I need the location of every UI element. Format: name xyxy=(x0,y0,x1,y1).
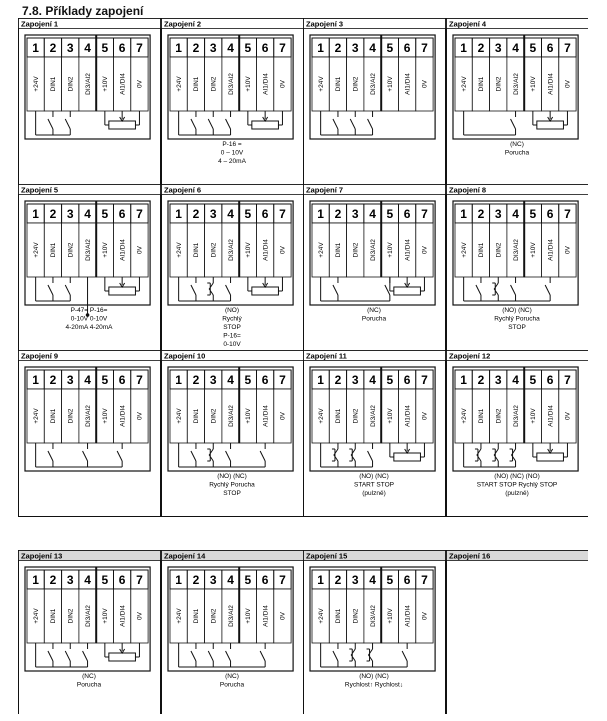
terminal-number: 3 xyxy=(66,373,74,387)
terminal-label: AI1/DI4 xyxy=(547,405,555,427)
panel-note: (pulzně) xyxy=(362,490,386,497)
panel-label: Zapojení 15 xyxy=(306,551,348,561)
terminal-label: +10V xyxy=(245,76,253,92)
potentiometer xyxy=(394,287,421,295)
terminal-label: DIN2 xyxy=(67,76,75,92)
terminal-label: DIN2 xyxy=(352,408,360,424)
panel-note: P-16= xyxy=(223,332,241,340)
panel-label: Zapojení 13 xyxy=(21,551,63,561)
terminal-number: 4 xyxy=(369,573,376,587)
panel-label: Zapojení 8 xyxy=(449,185,487,195)
terminal-label: +10V xyxy=(387,242,395,258)
panel-2 xyxy=(162,19,304,185)
terminal-number: 4 xyxy=(227,41,234,55)
terminal-number: 3 xyxy=(66,41,74,55)
panel-note: (NC) xyxy=(225,673,239,680)
panel-note: (NC) xyxy=(82,673,96,680)
terminal-label: DI3/AI2 xyxy=(227,405,235,427)
terminal-number: 3 xyxy=(66,207,74,221)
terminal-number: 3 xyxy=(351,41,359,55)
terminal-number: 4 xyxy=(227,207,234,221)
terminal-label: AI1/DI4 xyxy=(404,605,412,627)
terminal-number: 7 xyxy=(564,207,571,221)
nc-contact xyxy=(475,449,481,461)
terminal-number: 3 xyxy=(209,373,217,387)
terminal-number: 4 xyxy=(84,373,91,387)
terminal-number: 4 xyxy=(369,373,376,387)
terminal-label: DIN2 xyxy=(210,408,218,424)
terminal-label: +24V xyxy=(460,242,468,258)
terminal-label: AI1/DI4 xyxy=(547,73,555,95)
nc-contact xyxy=(492,283,498,295)
panel-label: Zapojení 9 xyxy=(21,351,59,361)
terminal-number: 4 xyxy=(512,41,519,55)
terminal-label: AI1/DI4 xyxy=(119,73,127,95)
panel-13 xyxy=(19,551,161,715)
terminal-number: 2 xyxy=(334,373,342,387)
terminal-label: +24V xyxy=(32,76,40,92)
panel-note: 0 – 10V xyxy=(220,149,244,157)
terminal-number: 2 xyxy=(192,41,200,55)
terminal-label: DIN1 xyxy=(335,608,343,624)
panel-label: Zapojení 5 xyxy=(21,185,59,195)
terminal-label: +24V xyxy=(460,76,468,92)
panel-note: (NC) xyxy=(367,307,381,314)
potentiometer xyxy=(252,287,279,295)
terminal-number: 5 xyxy=(386,373,394,387)
panel-12 xyxy=(447,351,589,517)
page-title: 7.8. Příklady zapojení xyxy=(22,4,144,18)
terminal-number: 6 xyxy=(261,373,269,387)
panel-note: Porucha xyxy=(504,149,530,157)
terminal-label: DI3/AI2 xyxy=(84,605,92,627)
panel-note: Porucha xyxy=(76,681,102,689)
terminal-label: 0V xyxy=(136,412,144,420)
panel-note: START STOP xyxy=(354,481,394,489)
panel-note: (NO) (NC) xyxy=(502,307,532,314)
terminal-number: 2 xyxy=(49,41,57,55)
terminal-number: 4 xyxy=(84,573,91,587)
panel-note: 4-20mA 4-20mA xyxy=(65,324,113,331)
terminal-label: AI1/DI4 xyxy=(262,405,270,427)
terminal-number: 3 xyxy=(209,573,217,587)
terminal-number: 6 xyxy=(261,573,269,587)
terminal-label: DIN2 xyxy=(352,242,360,258)
terminal-number: 1 xyxy=(175,573,182,587)
terminal-number: 3 xyxy=(351,573,359,587)
terminal-label: DI3/AI2 xyxy=(227,73,235,95)
potentiometer xyxy=(109,653,136,661)
terminal-number: 6 xyxy=(403,207,411,221)
terminal-label: +10V xyxy=(102,608,110,624)
terminal-number: 5 xyxy=(101,373,109,387)
terminal-number: 3 xyxy=(209,41,217,55)
terminal-number: 5 xyxy=(101,207,109,221)
terminal-number: 4 xyxy=(512,373,519,387)
terminal-label: DI3/AI2 xyxy=(84,73,92,95)
terminal-label: DI3/AI2 xyxy=(369,239,377,261)
terminal-number: 5 xyxy=(244,373,252,387)
terminal-label: DIN2 xyxy=(67,242,75,258)
terminal-label: DIN1 xyxy=(193,608,201,624)
terminal-number: 7 xyxy=(136,373,143,387)
panel-note: Porucha xyxy=(219,681,245,689)
terminal-number: 4 xyxy=(369,41,376,55)
panel-label: Zapojení 7 xyxy=(306,185,344,195)
terminal-number: 6 xyxy=(118,41,126,55)
terminal-label: DIN1 xyxy=(478,76,486,92)
terminal-label: AI1/DI4 xyxy=(404,239,412,261)
terminal-label: DIN1 xyxy=(478,408,486,424)
terminal-label: DIN2 xyxy=(495,242,503,258)
terminal-label: +24V xyxy=(317,242,325,258)
terminal-label: 0V xyxy=(279,246,287,254)
terminal-number: 3 xyxy=(351,373,359,387)
terminal-number: 3 xyxy=(494,41,502,55)
terminal-number: 1 xyxy=(317,207,324,221)
nc-contact xyxy=(510,449,516,461)
terminal-number: 7 xyxy=(279,573,286,587)
terminal-number: 1 xyxy=(317,373,324,387)
terminal-number: 1 xyxy=(460,207,467,221)
terminal-number: 6 xyxy=(403,41,411,55)
terminal-label: +10V xyxy=(530,408,538,424)
terminal-label: DIN2 xyxy=(67,608,75,624)
terminal-label: DIN1 xyxy=(335,408,343,424)
terminal-number: 2 xyxy=(192,573,200,587)
terminal-label: 0V xyxy=(564,80,572,88)
terminal-number: 2 xyxy=(477,207,485,221)
nc-contact xyxy=(349,449,355,461)
terminal-number: 5 xyxy=(386,207,394,221)
panel-note: (NC) xyxy=(510,141,524,148)
terminal-number: 7 xyxy=(421,573,428,587)
terminal-number: 2 xyxy=(192,373,200,387)
panel-9 xyxy=(19,351,161,517)
panel-10 xyxy=(162,351,304,517)
panel-note: 0-10V xyxy=(223,341,241,348)
terminal-label: DI3/AI2 xyxy=(84,405,92,427)
nc-contact xyxy=(207,283,213,295)
wiring-examples-grid xyxy=(18,18,588,714)
terminal-number: 2 xyxy=(49,573,57,587)
terminal-number: 2 xyxy=(49,207,57,221)
panel-note: STOP xyxy=(223,490,241,497)
terminal-number: 7 xyxy=(136,41,143,55)
panel-note: (NO) (NC) (NO) xyxy=(494,473,540,480)
terminal-number: 1 xyxy=(175,207,182,221)
terminal-number: 6 xyxy=(261,41,269,55)
terminal-number: 5 xyxy=(244,573,252,587)
terminal-number: 5 xyxy=(101,41,109,55)
nc-contact xyxy=(367,649,373,661)
terminal-number: 7 xyxy=(564,41,571,55)
terminal-label: +24V xyxy=(32,242,40,258)
terminal-label: DIN1 xyxy=(193,408,201,424)
panel-label: Zapojení 1 xyxy=(21,19,59,29)
panel-label: Zapojení 2 xyxy=(164,19,202,29)
terminal-label: 0V xyxy=(136,612,144,620)
panel-5 xyxy=(19,185,161,351)
panel-7 xyxy=(304,185,446,351)
terminal-number: 2 xyxy=(334,573,342,587)
panel-note: 4 – 20mA xyxy=(218,158,246,165)
terminal-number: 7 xyxy=(564,373,571,387)
terminal-label: AI1/DI4 xyxy=(119,605,127,627)
terminal-number: 3 xyxy=(494,373,502,387)
terminal-label: +24V xyxy=(175,242,183,258)
panel-6 xyxy=(162,185,304,357)
terminal-label: DIN2 xyxy=(210,608,218,624)
terminal-label: +24V xyxy=(460,408,468,424)
panel-note: (NO) (NC) xyxy=(359,473,389,480)
panel-11 xyxy=(304,351,446,517)
terminal-label: AI1/DI4 xyxy=(262,605,270,627)
terminal-number: 1 xyxy=(32,207,39,221)
terminal-label: AI1/DI4 xyxy=(547,239,555,261)
panel-label: Zapojení 16 xyxy=(449,551,491,561)
terminal-number: 4 xyxy=(512,207,519,221)
terminal-label: DIN2 xyxy=(352,76,360,92)
terminal-label: DI3/AI2 xyxy=(512,405,520,427)
terminal-label: 0V xyxy=(564,246,572,254)
terminal-label: AI1/DI4 xyxy=(119,405,127,427)
terminal-label: DI3/AI2 xyxy=(369,405,377,427)
terminal-label: DIN1 xyxy=(335,242,343,258)
panel-14 xyxy=(162,551,304,715)
potentiometer xyxy=(537,453,564,461)
terminal-number: 3 xyxy=(209,207,217,221)
terminal-label: DIN1 xyxy=(50,242,58,258)
terminal-number: 1 xyxy=(175,373,182,387)
terminal-label: +10V xyxy=(387,608,395,624)
panel-note: STOP xyxy=(508,324,526,331)
terminal-label: AI1/DI4 xyxy=(262,239,270,261)
terminal-label: +24V xyxy=(175,608,183,624)
terminal-number: 6 xyxy=(403,573,411,587)
terminal-label: +10V xyxy=(102,408,110,424)
terminal-number: 5 xyxy=(244,207,252,221)
panel-note: STOP xyxy=(223,324,241,331)
terminal-number: 2 xyxy=(49,373,57,387)
terminal-label: AI1/DI4 xyxy=(404,405,412,427)
terminal-number: 6 xyxy=(546,373,554,387)
potentiometer xyxy=(109,287,136,295)
terminal-label: 0V xyxy=(564,412,572,420)
terminal-number: 4 xyxy=(227,573,234,587)
terminal-label: DI3/AI2 xyxy=(512,239,520,261)
panel-note: P-47= P-16= xyxy=(70,307,108,314)
terminal-number: 7 xyxy=(136,573,143,587)
terminal-label: 0V xyxy=(136,246,144,254)
terminal-number: 3 xyxy=(351,207,359,221)
panel-note: Rychlý Porucha xyxy=(209,481,255,489)
terminal-number: 1 xyxy=(317,573,324,587)
nc-contact xyxy=(332,449,338,461)
panel-1 xyxy=(19,19,161,185)
terminal-label: 0V xyxy=(279,412,287,420)
terminal-number: 6 xyxy=(261,207,269,221)
wiring-diagram xyxy=(18,18,588,714)
terminal-label: +10V xyxy=(530,242,538,258)
panel-8 xyxy=(447,185,589,351)
panel-label: Zapojení 4 xyxy=(449,19,487,29)
terminal-number: 2 xyxy=(192,207,200,221)
panel-note: Porucha xyxy=(361,315,387,323)
panel-label: Zapojení 12 xyxy=(449,351,491,361)
terminal-label: +24V xyxy=(317,76,325,92)
terminal-number: 2 xyxy=(477,41,485,55)
terminal-label: +10V xyxy=(530,76,538,92)
terminal-number: 2 xyxy=(334,41,342,55)
terminal-label: 0V xyxy=(279,612,287,620)
terminal-number: 7 xyxy=(279,41,286,55)
terminal-number: 1 xyxy=(460,373,467,387)
terminal-number: 1 xyxy=(32,41,39,55)
panel-label: Zapojení 10 xyxy=(164,351,206,361)
panel-frame xyxy=(447,551,589,715)
terminal-number: 3 xyxy=(66,573,74,587)
panel-note: (pulzně) xyxy=(505,490,529,497)
terminal-label: 0V xyxy=(421,80,429,88)
terminal-label: 0V xyxy=(421,246,429,254)
panel-3 xyxy=(304,19,446,185)
terminal-label: DI3/AI2 xyxy=(227,239,235,261)
panel-note: 0-10V 0-10V xyxy=(70,315,108,323)
terminal-number: 7 xyxy=(421,207,428,221)
terminal-label: AI1/DI4 xyxy=(262,73,270,95)
potentiometer xyxy=(537,121,564,129)
terminal-number: 1 xyxy=(317,41,324,55)
terminal-number: 1 xyxy=(32,573,39,587)
terminal-label: DIN2 xyxy=(210,76,218,92)
terminal-number: 5 xyxy=(101,573,109,587)
terminal-number: 4 xyxy=(369,207,376,221)
terminal-number: 6 xyxy=(403,373,411,387)
terminal-label: DI3/AI2 xyxy=(512,73,520,95)
terminal-number: 5 xyxy=(386,41,394,55)
terminal-label: DI3/AI2 xyxy=(227,605,235,627)
potentiometer xyxy=(394,453,421,461)
terminal-number: 6 xyxy=(546,207,554,221)
panel-note: Rychlý Porucha xyxy=(494,315,540,323)
terminal-label: 0V xyxy=(421,612,429,620)
terminal-label: DIN2 xyxy=(495,408,503,424)
terminal-label: DIN1 xyxy=(335,76,343,92)
panel-note: (NO) xyxy=(224,307,240,314)
terminal-label: +24V xyxy=(175,76,183,92)
terminal-label: AI1/DI4 xyxy=(119,239,127,261)
nc-contact xyxy=(492,449,498,461)
terminal-label: +24V xyxy=(175,408,183,424)
terminal-number: 5 xyxy=(529,373,537,387)
panel-note: Rychlost↑ Rychlost↓ xyxy=(344,681,404,689)
terminal-number: 1 xyxy=(460,41,467,55)
terminal-label: DIN1 xyxy=(478,242,486,258)
panel-label: Zapojení 3 xyxy=(306,19,344,29)
panel-label: Zapojení 6 xyxy=(164,185,202,195)
terminal-number: 6 xyxy=(546,41,554,55)
terminal-label: +24V xyxy=(32,608,40,624)
terminal-number: 5 xyxy=(386,573,394,587)
terminal-number: 6 xyxy=(118,573,126,587)
panel-label: Zapojení 11 xyxy=(306,351,347,361)
panel-15 xyxy=(304,551,446,715)
terminal-number: 4 xyxy=(84,207,91,221)
terminal-number: 4 xyxy=(84,41,91,55)
panel-16 xyxy=(447,551,589,715)
nc-contact xyxy=(349,649,355,661)
terminal-label: DIN1 xyxy=(50,608,58,624)
panel-note: START STOP Rychlý STOP xyxy=(476,481,558,489)
terminal-number: 7 xyxy=(421,41,428,55)
terminal-label: +24V xyxy=(317,608,325,624)
terminal-number: 1 xyxy=(32,373,39,387)
terminal-number: 4 xyxy=(227,373,234,387)
terminal-label: DIN2 xyxy=(67,408,75,424)
terminal-label: +10V xyxy=(387,76,395,92)
terminal-number: 5 xyxy=(529,207,537,221)
panel-note: P-16 = xyxy=(222,141,242,148)
terminal-label: +10V xyxy=(245,242,253,258)
terminal-number: 6 xyxy=(118,207,126,221)
terminal-number: 6 xyxy=(118,373,126,387)
terminal-label: DIN1 xyxy=(50,76,58,92)
terminal-label: 0V xyxy=(421,412,429,420)
panel-note: Rychlý xyxy=(222,315,242,323)
terminal-label: DIN1 xyxy=(193,242,201,258)
terminal-number: 7 xyxy=(279,373,286,387)
terminal-number: 3 xyxy=(494,207,502,221)
terminal-label: +24V xyxy=(317,408,325,424)
terminal-label: DIN1 xyxy=(193,76,201,92)
terminal-label: DIN2 xyxy=(210,242,218,258)
terminal-number: 7 xyxy=(421,373,428,387)
terminal-label: +24V xyxy=(32,408,40,424)
panel-label: Zapojení 14 xyxy=(164,551,206,561)
terminal-label: DI3/AI2 xyxy=(369,605,377,627)
terminal-label: +10V xyxy=(102,76,110,92)
terminal-label: AI1/DI4 xyxy=(404,73,412,95)
terminal-label: +10V xyxy=(245,408,253,424)
terminal-label: +10V xyxy=(102,242,110,258)
panel-note: (NO) (NC) xyxy=(359,673,389,680)
terminal-number: 7 xyxy=(279,207,286,221)
terminal-label: DIN2 xyxy=(352,608,360,624)
potentiometer xyxy=(109,121,136,129)
terminal-label: DI3/AI2 xyxy=(369,73,377,95)
terminal-number: 1 xyxy=(175,41,182,55)
potentiometer xyxy=(252,121,279,129)
terminal-label: DI3/AI2 xyxy=(84,239,92,261)
terminal-number: 7 xyxy=(136,207,143,221)
terminal-label: 0V xyxy=(136,80,144,88)
nc-contact xyxy=(207,449,213,461)
terminal-number: 2 xyxy=(334,207,342,221)
terminal-number: 2 xyxy=(477,373,485,387)
terminal-label: +10V xyxy=(387,408,395,424)
terminal-label: DIN2 xyxy=(495,76,503,92)
panel-note: (NO) (NC) xyxy=(217,473,247,480)
terminal-number: 5 xyxy=(529,41,537,55)
terminal-label: DIN1 xyxy=(50,408,58,424)
terminal-label: +10V xyxy=(245,608,253,624)
terminal-number: 5 xyxy=(244,41,252,55)
panel-4 xyxy=(447,19,589,185)
terminal-label: 0V xyxy=(279,80,287,88)
